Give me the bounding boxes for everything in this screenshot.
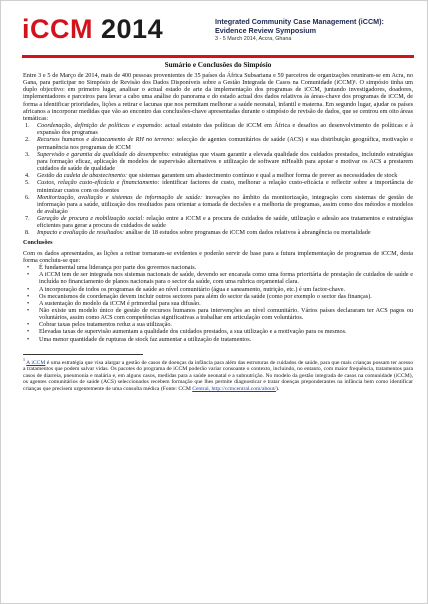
theme-number: 3. bbox=[25, 150, 30, 158]
theme-heading: Geração de procura e mobilização social: bbox=[37, 215, 145, 223]
theme-body: selecção de agentes comunitários de saúde (ACS) e sua distribuição geográfica, motivação e permanência nos programas de iCCM bbox=[37, 136, 413, 151]
bullet-icon: • bbox=[27, 292, 30, 300]
theme-number: 6. bbox=[25, 193, 30, 201]
theme-item bbox=[23, 136, 413, 150]
bullet-icon: • bbox=[27, 335, 30, 343]
footnote-mark: 1 bbox=[23, 356, 25, 362]
footnote-link[interactable]: Central, http://ccmcentral.com/about/ bbox=[192, 386, 276, 393]
footnote-end: ). bbox=[275, 386, 280, 393]
theme-number: 2. bbox=[25, 136, 30, 144]
symposium-header bbox=[22, 9, 414, 55]
theme-number: 8. bbox=[25, 229, 30, 237]
theme-heading: Gestão da cadeia de abastecimento: bbox=[37, 172, 128, 180]
list-item: • A iCCM tem de ser integrada nos sistemas nacionais de saúde, devendo ser encarada como uma forma prioritária de prestação de cuidados de saúde e incluída no financiamento de planos nacionais para o sector da saúde, com uma rubrica orçamental clara. bbox=[23, 271, 413, 285]
footnote-lead: A iCCM bbox=[26, 359, 46, 366]
header-line-2: Evidence Review Symposium bbox=[215, 25, 317, 35]
theme-number: 4. bbox=[25, 172, 30, 180]
page-title: Sumário e Conclusões do Simpósio bbox=[164, 61, 272, 69]
header-line-1: Integrated Community Case Management (iCCM): bbox=[215, 17, 384, 26]
list-item: • Não existe um modelo único de gestão de recursos humanos para intervenções ao nível comunitário. Vários países declararam ter ACS pagos ou voluntários, assim como ACS com competências significativas a trabalhar em articulação com voluntários. bbox=[23, 307, 413, 321]
list-item: • Cobrar taxas pelos tratamentos reduz a sua utilização. bbox=[23, 321, 413, 328]
bullet-icon: • bbox=[27, 307, 30, 314]
list-item: • Elevadas taxas de supervisão aumentam a qualidade dos cuidados prestados, a sua utilização e a motivação para os mesmos. bbox=[23, 328, 413, 335]
list-item: • A sustentação do modelo da iCCM é primordial para sua difusão. bbox=[23, 300, 413, 307]
theme-body: que sistemas garantem um abastecimento contínuo e qual a melhor forma de prever as necessidades de stock bbox=[127, 172, 398, 180]
theme-heading: Supervisão e garantia da qualidade do desempenho: bbox=[37, 150, 170, 158]
bullet-icon: • bbox=[27, 285, 30, 293]
theme-item bbox=[23, 151, 413, 172]
conclusions-list bbox=[23, 264, 413, 343]
logo-year-text: 2014 bbox=[101, 14, 164, 44]
themes-list bbox=[23, 122, 413, 237]
header-divider bbox=[22, 55, 414, 58]
theme-heading: Custos, relação custo-eficácia e financiamento: bbox=[37, 179, 160, 187]
theme-item bbox=[23, 194, 413, 215]
theme-item bbox=[23, 179, 413, 193]
theme-heading: Impacto e avaliação de resultados: bbox=[37, 229, 125, 237]
theme-item bbox=[23, 172, 413, 179]
document-body bbox=[23, 61, 413, 393]
header-line-3: 3 - 5 March 2014, Accra, Ghana bbox=[215, 36, 292, 42]
bullet-icon: • bbox=[27, 328, 30, 336]
list-item: • A incorporação de todos os programas de saúde ao nível comunitário (água e saneamento, nutrição, etc.) é um factor-chave. bbox=[23, 286, 413, 293]
list-item: • Uma menor quantidade de rupturas de stock faz aumentar a utilização de tratamentos. bbox=[23, 336, 413, 343]
theme-body: estratégias que visam garantir a elevada qualidade dos cuidados prestados, incluindo estratégias para formação eficaz, aplicação de modelos de supervisão alternativos e utilização de software mHealth para apoiar e motivar os ACS a prestarem cuidados de saúde de qualidade bbox=[37, 150, 413, 173]
theme-body: análise de 18 estudos sobre programas de iCCM com dados relativos à abrangência ou mortalidade bbox=[124, 229, 371, 237]
theme-heading: Monitorização, avaliação e sistemas de informação de saúde: bbox=[37, 193, 203, 201]
theme-item bbox=[23, 215, 413, 229]
theme-body: identificar factores de custo, melhorar a relação custo-eficácia e reflectir sobre a importância de minimizar custos com os doentes bbox=[37, 179, 413, 194]
theme-heading: Coordenação, definição de políticas e expansão: bbox=[37, 122, 163, 130]
bullet-icon: • bbox=[27, 271, 30, 279]
list-item: • Os mecanismos de coordenação devem incluir outros sectores para além do sector da saúde (como por exemplo o sector das finanças). bbox=[23, 293, 413, 300]
intro-paragraph: Entre 3 e 5 de Março de 2014, mais de 400 pessoas provenientes de 35 países da África Subsariana e 59 parceiros de organizações reuniram-se em Acra, no Gana, para participar no Simpósio de Revisão dos Dados Disponíveis sobre a Gestão Integrada de Casos na Comunidade (iCCM)¹. O simpósio tinha um duplo objectivo: em primeiro lugar, analisar o actual estado de arte da implementação dos programas de iCCM, juntando investigadores, doadores, implementadores e parceiros para levar a cabo uma análise do panorama e do estado actual dos dados relativos às áreas-chave dos programas de iCCM, de forma a identificar prioridades, lições a retirar e lacunas que nos permitam melhorar a saúde neonatal, infantil e materna. Em segundo lugar, ajudar os países africanos a incorporar medidas que vão ao encontro das conclusões-chave apresentadas durante o simpósio de revisão de dados, que se centrou em oito áreas temáticas: bbox=[23, 72, 413, 122]
theme-body: actual estatuto das políticas de iCCM em África e desafios ao desenvolvimento de políticas e à expansão dos programas bbox=[37, 122, 413, 137]
theme-body: relação entre a iCCM e a procura de cuidados de saúde, utilização e adesão aos tratamentos e estratégias eficientes para gerar a procura de cuidados de saúde bbox=[37, 215, 413, 230]
list-item: • É fundamental uma liderança por parte dos governos nacionais. bbox=[23, 264, 413, 271]
theme-number: 7. bbox=[25, 215, 30, 223]
theme-number: 1. bbox=[25, 122, 30, 130]
conclusions-heading: Conclusões bbox=[23, 238, 53, 246]
conclusions-intro: Com os dados apresentados, as lições a retirar tornaram-se evidentes e poderão servir de base para a futura implementação de programas de iCCM, desta forma concluiu-se que: bbox=[23, 249, 413, 264]
bullet-icon: • bbox=[27, 299, 30, 307]
header-text-block bbox=[215, 18, 384, 43]
footnote bbox=[23, 357, 413, 393]
bullet-icon: • bbox=[27, 264, 30, 272]
footnote-text: é uma estratégia que visa alargar a gestão de casos de doenças da infância para além das estruturas de cuidados de saúde, para que mais crianças possam ter acesso a tratamentos que podem salvar vidas. Os pacotes do programa de iCCM poderão variar consoante o contexto, incluindo, no entanto, com maior frequência, tratamentos para casos de diarreia, pneumonia e malária e, em alguns casos, medidas para a saúde neonatal e a subnutrição. No modelo da gestão integrada de casos na comunidade (iCCM), os agentes comunitários de saúde (ACS) seleccionados recebem formação que lhes permite diagnosticar e tratar doenças preponderantes na infância bem como identificar crianças que precisem urgentemente de uma consulta médica (Fonte: CCM bbox=[23, 359, 414, 393]
bullet-icon: • bbox=[27, 321, 30, 329]
iccm-logo bbox=[22, 14, 163, 44]
logo-main-text: iCCM bbox=[22, 14, 93, 44]
theme-heading: Recursos humanos e destacamento de RH no terreno: bbox=[37, 136, 175, 144]
theme-body: inovações no âmbito da monitorização, integração com sistemas de gestão de informação para a saúde, utilização dos resultados para orientar a tomada de decisões e a melhoria de programas, assim como dos métodos e modelos de avaliação bbox=[37, 193, 413, 215]
theme-item bbox=[23, 122, 413, 136]
theme-number: 5. bbox=[25, 179, 30, 187]
theme-item bbox=[23, 229, 413, 236]
footnote-divider bbox=[23, 354, 143, 355]
